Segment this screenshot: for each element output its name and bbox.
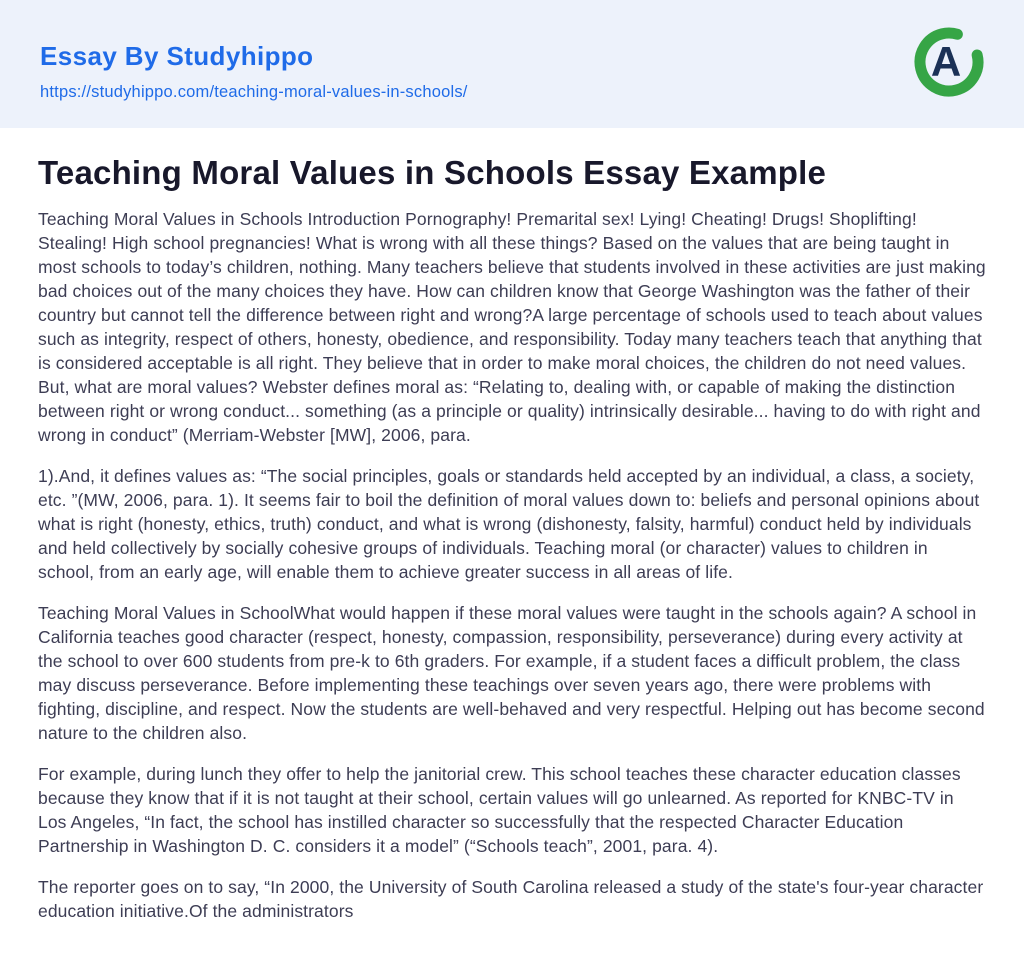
logo-letter: A bbox=[930, 38, 962, 85]
essay-paragraph: Teaching Moral Values in Schools Introduction Pornography! Premarital sex! Lying! Cheating! Drugs! Shoplifting! Stealing! High school pregnancies! What is wrong with all these things? Based on the values that are being taught in most schools to today’s children, nothing. Many teachers believe that students involved in these activities are just making bad choices out of the many choices they have. How can children know that George Washington was the father of their country but cannot tell the difference between right and wrong?A large percentage of schools used to teach about values such as integrity, respect of others, honesty, obedience, and responsibility. Today many teachers teach that anything that is considered acceptable is all right. They believe that in order to make moral choices, the children do not need values. But, what are moral values? Webster defines moral as: “Relating to, dealing with, or capable of making the distinction between right or wrong conduct... something (as a principle or quality) intrinsically desirable... having to do with right and wrong in conduct” (Merriam-Webster [MW], 2006, para. bbox=[38, 209, 986, 445]
article-content bbox=[0, 153, 1024, 923]
studyhippo-logo-icon bbox=[913, 26, 985, 98]
essay-paragraph: 1).And, it defines values as: “The social principles, goals or standards held accepted by an individual, a class, a society, etc. ”(MW, 2006, para. 1). It seems fair to boil the definition of moral values down to: beliefs and personal opinions about what is right (honesty, ethics, truth) conduct, and what is wrong (dishonesty, falsity, harmful) conduct held by individuals and held collectively by socially cohesive groups of individuals. Teaching moral (or character) values to children in school, from an early age, will enable them to achieve greater success in all areas of life. bbox=[38, 466, 980, 582]
page-header bbox=[0, 0, 1024, 128]
source-url-link[interactable]: https://studyhippo.com/teaching-moral-values-in-schools/ bbox=[40, 83, 468, 101]
essay-paragraph: Teaching Moral Values in SchoolWhat would happen if these moral values were taught in the schools again? A school in California teaches good character (respect, honesty, compassion, responsibility, perseverance) during every activity at the school to over 600 students from pre-k to 6th graders. For example, if a student faces a difficult problem, the class may discuss perseverance. Before implementing these teachings over seven years ago, there were problems with fighting, discipline, and respect. Now the students are well-behaved and very respectful. Helping out has become second nature to the children also. bbox=[38, 603, 985, 743]
page-title: Teaching Moral Values in Schools Essay Example bbox=[38, 154, 827, 191]
essay-paragraph: The reporter goes on to say, “In 2000, the University of South Carolina released a study of the state's four-year character education initiative.Of the administrators bbox=[38, 877, 984, 921]
essay-paragraph: For example, during lunch they offer to help the janitorial crew. This school teaches these character education classes because they know that if it is not taught at their school, certain values will go unlearned. As reported for KNBC-TV in Los Angeles, “In fact, the school has instilled character so successfully that the respected Character Education Partnership in Washington D. C. considers it a model” (“Schools teach”, 2001, para. 4). bbox=[38, 764, 961, 856]
site-label: Essay By Studyhippo bbox=[40, 41, 314, 71]
